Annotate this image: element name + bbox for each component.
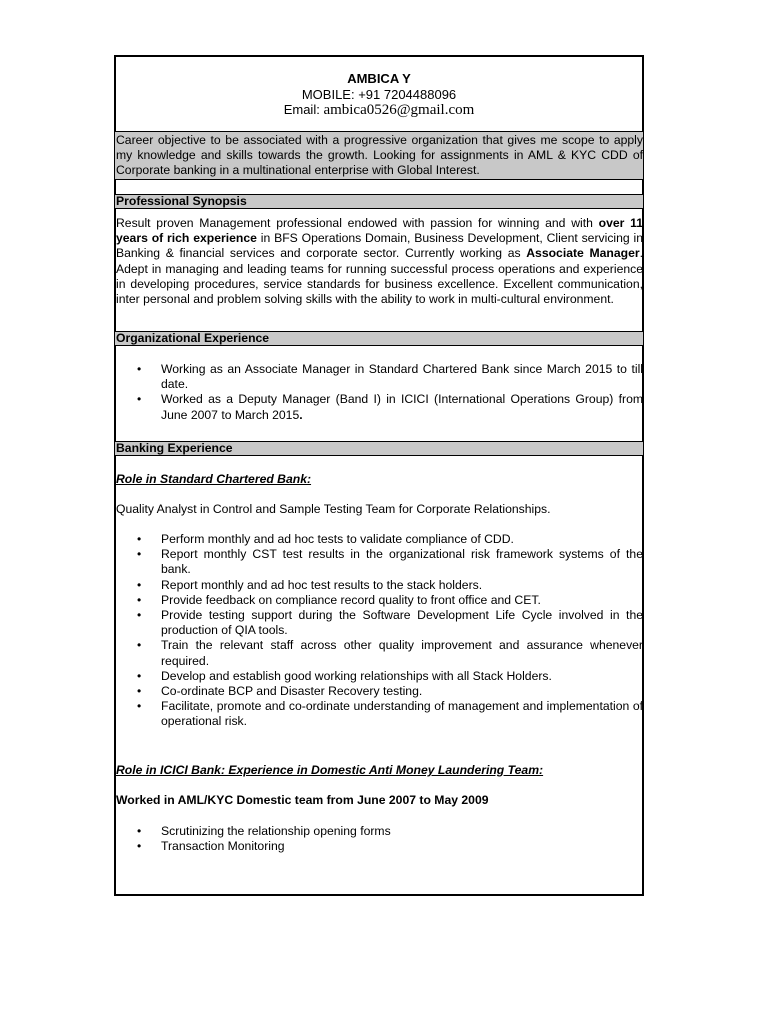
role-heading-icici: Role in ICICI Bank: Experience in Domestic Anti Money Laundering Team: (116, 763, 544, 777)
candidate-name: AMBICA Y (347, 71, 411, 86)
icici-duties-list (116, 824, 643, 854)
list-item: • Scrutinizing the relationship opening forms (116, 824, 643, 839)
mobile-number: MOBILE: +91 7204488096 (301, 87, 457, 102)
list-item: • Report monthly and ad hoc test results to the stack holders. (116, 578, 643, 593)
list-item: • Facilitate, promote and co-ordinate understanding of management and implementation of operational risk. (116, 699, 643, 729)
org-experience-list (116, 362, 643, 423)
email-label: Email: (283, 102, 324, 117)
list-item: • Transaction Monitoring (116, 839, 643, 854)
list-item: • Provide testing support during the Software Development Life Cycle involved in the production of QIA tools. (116, 608, 643, 638)
list-item-text: Worked as a Deputy Manager (Band I) in ICICI (International Operations Group) from June 2007 to March 2015 (161, 392, 643, 422)
synopsis-text: in BFS Operations Domain, Business Development, Client servicing in Banking & financial services and corporate sector. Currently working as (116, 231, 643, 261)
synopsis-text: . Adept in managing and leading teams for running successful process operations and experience in developing procedures, service standards for business excellence. Excellent communication, inter personal and problem solving skills with the ability to work in multi-cultural environment. (116, 246, 643, 307)
section-heading-banking: Banking Experience (115, 441, 643, 456)
list-item: • Working as an Associate Manager in Standard Chartered Bank since March 2015 to till date. (116, 362, 643, 392)
list-item (116, 392, 643, 422)
email-address[interactable]: ambica0526@gmail.com (323, 102, 475, 118)
scb-summary: Quality Analyst in Control and Sample Testing Team for Corporate Relationships. (116, 502, 551, 516)
synopsis-text: Result proven Management professional endowed with passion for winning and with (116, 216, 599, 230)
section-heading-synopsis: Professional Synopsis (115, 194, 643, 209)
list-item: • Perform monthly and ad hoc tests to validate compliance of CDD. (116, 532, 643, 547)
scb-duties-list (116, 532, 643, 730)
synopsis-experience-highlight: over 11 years of rich experience (116, 216, 644, 246)
list-item: • Report monthly CST test results in the organizational risk framework systems of the bank. (116, 547, 643, 577)
list-item: • Provide feedback on compliance record quality to front office and CET. (116, 593, 643, 608)
role-heading-scb: Role in Standard Chartered Bank: (116, 472, 312, 486)
section-heading-org-experience: Organizational Experience (115, 331, 643, 346)
icici-summary: Worked in AML/KYC Domestic team from June 2007 to May 2009 (116, 793, 489, 807)
list-item: • Train the relevant staff across other quality improvement and assurance whenever required. (116, 638, 643, 668)
list-item: • Develop and establish good working relationships with all Stack Holders. (116, 669, 643, 684)
career-objective: Career objective to be associated with a progressive organization that gives me scope to apply my knowledge and skills towards the growth. Looking for assignments in AML & KYC CDD of Corporate banking in a multinational enterprise with Global Interest. (116, 133, 643, 178)
email-line (114, 102, 644, 119)
list-item: • Co-ordinate BCP and Disaster Recovery testing. (116, 684, 643, 699)
synopsis-role-highlight: Associate Manager (526, 246, 640, 261)
synopsis-paragraph (116, 216, 643, 307)
list-item-period: . (299, 407, 303, 422)
